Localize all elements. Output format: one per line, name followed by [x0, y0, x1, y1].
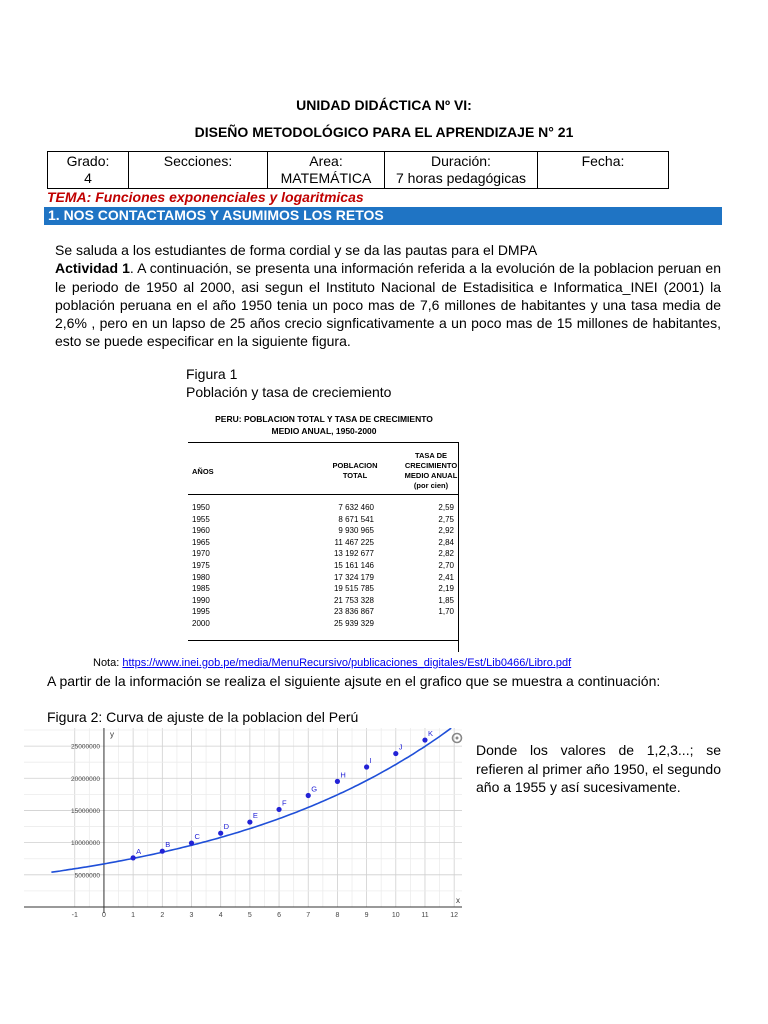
table-cell-pop: 13 192 677 [333, 549, 374, 559]
table-cell-rate: 2,59 [438, 503, 454, 512]
data-point-label: H [340, 770, 346, 780]
table-cell-year: 2000 [192, 619, 210, 628]
col-rate-1: TASA DE [414, 451, 448, 460]
y-tick-label: 10000000 [71, 840, 100, 848]
table-cell-pop: 7 632 460 [338, 503, 374, 512]
info-table [47, 151, 669, 189]
population-table [188, 410, 460, 644]
table-cell-rate: 2,84 [438, 537, 454, 547]
table-cell-year: 1980 [192, 572, 210, 582]
table-cell-rate: 2,41 [438, 572, 454, 582]
data-point [306, 793, 311, 798]
data-point-label: B [165, 840, 171, 850]
source-link[interactable]: https://www.inei.gob.pe/media/MenuRecursivo/publicaciones_digitales/Est/Lib0466/Libro.pdf [122, 657, 572, 669]
table-cell-rate: 2,75 [438, 514, 454, 524]
data-point [160, 849, 165, 854]
table-cell-rate: 1,70 [438, 607, 454, 617]
activity-label: Actividad 1 [55, 260, 130, 277]
y-tick-label: 25000000 [71, 743, 100, 751]
unit-title: UNIDAD DIDÁCTICA Nº VI: [296, 97, 472, 113]
intro-paragraph [55, 241, 721, 351]
col-rate-4: (por cien) [413, 481, 449, 490]
data-point-label: K [427, 729, 433, 739]
duracion-label: Duración: [431, 153, 491, 169]
fecha-cell [538, 152, 669, 189]
table-row [188, 560, 458, 571]
area-cell [268, 152, 385, 189]
figure1-title: Población y tasa de creciemiento [186, 384, 392, 400]
col-pop-1: POBLACION [332, 461, 378, 470]
area-label: Area: [309, 153, 343, 169]
y-axis-label: y [109, 730, 114, 739]
x-tick-label: 3 [189, 912, 194, 919]
fit-text: A partir de la información se realiza el siguiente ajsute en el grafico que se muestra a continuación: [47, 673, 661, 689]
col-years: AÑOS [192, 467, 214, 476]
x-tick-label: 7 [306, 912, 311, 919]
table-top-rule [188, 442, 458, 443]
data-point [364, 764, 369, 769]
data-point-label: G [311, 784, 318, 794]
table-row [188, 525, 458, 536]
table-bottom-rule [188, 640, 458, 641]
secciones-label: Secciones: [163, 153, 233, 169]
fecha-label: Fecha: [581, 153, 625, 169]
data-point-label: A [136, 846, 142, 856]
table-cell-year: 1990 [192, 595, 210, 605]
x-tick-label: 8 [335, 912, 340, 919]
data-point [218, 831, 223, 836]
x-tick-label: 9 [364, 912, 369, 919]
x-axis-label: x [456, 896, 460, 905]
table-cell-rate: 2,19 [438, 584, 454, 594]
table-row [188, 606, 458, 617]
x-tick-label: 10 [391, 912, 400, 919]
data-point-label: F [282, 798, 287, 808]
data-point-label: J [398, 742, 403, 752]
table-row [188, 618, 458, 629]
duracion-value: 7 horas pedagógicas [396, 170, 526, 186]
table-cell-pop: 11 467 225 [334, 537, 374, 547]
table-header-rule [188, 494, 458, 495]
grado-label: Grado: [66, 153, 110, 169]
table-cell-year: 1970 [192, 549, 210, 559]
data-point [189, 840, 194, 845]
table-cell-year: 1995 [192, 607, 210, 617]
data-point [131, 855, 136, 860]
table-cell-pop: 21 753 328 [333, 595, 374, 605]
figure1-caption [186, 365, 391, 401]
data-point [247, 819, 252, 824]
table-cell-pop: 19 515 785 [333, 584, 374, 594]
y-tick-label: 5000000 [74, 872, 100, 880]
population-fit-chart [24, 728, 466, 922]
x-tick-label: -1 [71, 912, 78, 919]
x-tick-label: 4 [218, 912, 223, 919]
table-cell-year: 1975 [192, 561, 210, 570]
x-tick-label: 0 [101, 912, 106, 919]
table-cell-rate: 2,92 [438, 526, 454, 536]
table-cell-year: 1955 [192, 514, 210, 524]
x-tick-label: 5 [247, 912, 252, 919]
section-heading: 1. NOS CONTACTAMOS Y ASUMIMOS LOS RETOS [44, 207, 722, 225]
data-point [276, 807, 281, 812]
x-tick-label: 2 [160, 912, 165, 919]
area-value: MATEMÁTICA [280, 170, 372, 186]
table-row [188, 572, 458, 583]
data-point [422, 737, 427, 742]
table-row [188, 595, 458, 606]
table-cell-year: 1950 [192, 503, 210, 512]
note [93, 657, 571, 669]
greeting-text: Se saluda a los estudiantes de forma cordial y se da las pautas para el DMPA [55, 242, 538, 258]
table-row [188, 583, 458, 594]
figure1-label: Figura 1 [186, 366, 238, 382]
table-cell-pop: 15 161 146 [333, 561, 374, 570]
y-tick-label: 15000000 [71, 807, 100, 815]
table-cell-rate: 2,82 [438, 549, 454, 559]
duracion-cell [385, 152, 538, 189]
grado-cell [48, 152, 129, 189]
x-tick-label: 1 [131, 912, 136, 919]
table-cell-rate: 1,85 [438, 595, 454, 605]
table-row [188, 548, 458, 559]
tema-heading: TEMA: Funciones exponenciales y logaritmicas [47, 189, 364, 205]
table-cell-pop: 8 671 541 [338, 514, 374, 524]
y-tick-label: 20000000 [71, 775, 100, 783]
table-row [188, 502, 458, 513]
activity-text [55, 259, 721, 350]
data-point-label: C [194, 832, 200, 842]
col-pop-2: TOTAL [342, 471, 368, 480]
x-tick-label: 12 [450, 912, 459, 919]
table-row [188, 514, 458, 525]
table-right-rule [458, 442, 459, 652]
figure2-caption: Figura 2: Curva de ajuste de la poblacion del Perú [47, 709, 359, 725]
x-tick-label: 6 [277, 912, 282, 919]
table-cell-pop: 9 930 965 [338, 526, 374, 536]
table-title-2: MEDIO ANUAL, 1950-2000 [271, 426, 377, 436]
table-cell-year: 1985 [192, 584, 210, 594]
table-row [188, 537, 458, 548]
activity-body: . A continuación, se presenta una información referida a la evolución de la poblacion peruan en le periodo de 1950 al 2000, asi segun el Instituto Nacional de Estadisitica e Informatica_INEI (2001) la población peruana en el año 1950 tenia un poco mas de 7,6 millones de habitantes y una tasa media de 2,6% , pero en un lapso de 25 años crecio signficativamente a un poco mas de 15 millones de habitantes, esto se puede especificar en la siguiente figura. [55, 260, 721, 350]
grado-value: 4 [84, 170, 92, 186]
x-tick-label: 11 [421, 912, 429, 919]
col-rate-2: CRECIMIENTO [404, 461, 458, 470]
data-point-label: I [369, 755, 372, 765]
table-cell-pop: 25 939 329 [333, 619, 374, 628]
data-point-label: D [223, 822, 230, 832]
data-point [393, 751, 398, 756]
side-note: Donde los valores de 1,2,3...; se refieren al primer año 1950, el segundo año a 1955 y así sucesivamente. [476, 742, 721, 795]
data-point-label: E [252, 811, 258, 821]
col-rate-3: MEDIO ANUAL [404, 471, 458, 480]
table-cell-pop: 23 836 867 [333, 607, 374, 617]
secciones-cell [129, 152, 268, 189]
fit-curve [51, 728, 451, 872]
data-point [335, 779, 340, 784]
design-title: DISEÑO METODOLÓGICO PARA EL APRENDIZAJE N° 21 [194, 124, 574, 140]
table-title-1: PERU: POBLACION TOTAL Y TASA DE CRECIMIENTO [215, 414, 433, 424]
table-cell-year: 1960 [192, 526, 210, 536]
table-cell-rate: 2,70 [438, 561, 454, 570]
table-cell-year: 1965 [192, 537, 210, 547]
note-label: Nota: [93, 657, 123, 669]
table-cell-pop: 17 324 179 [333, 572, 374, 582]
